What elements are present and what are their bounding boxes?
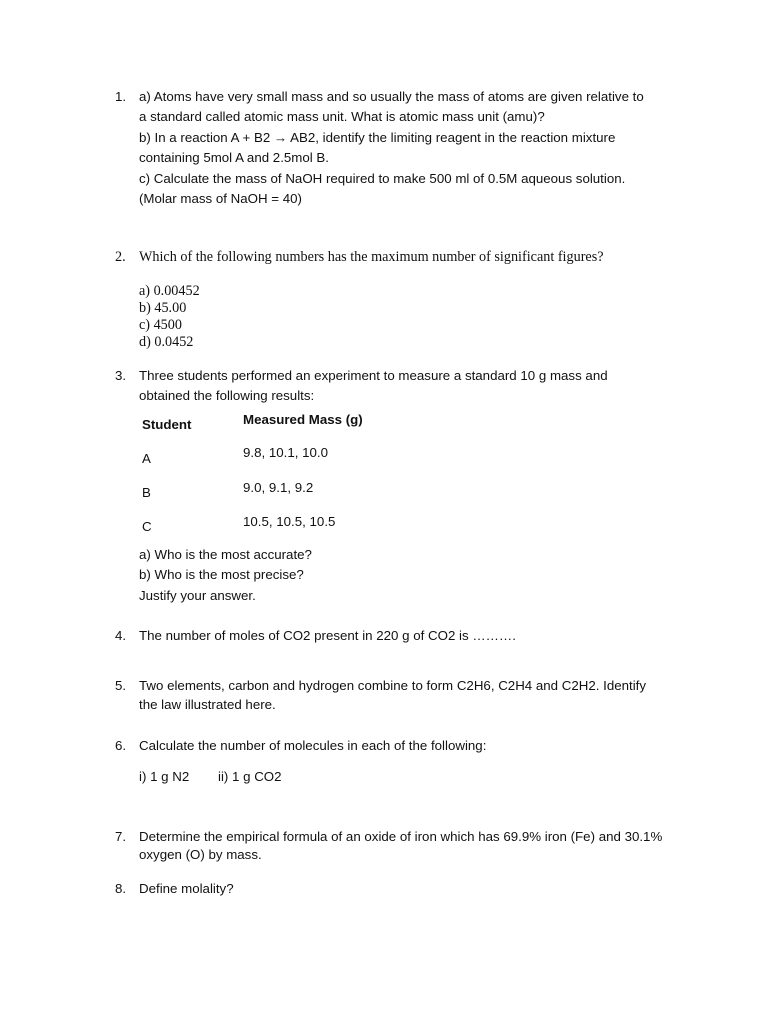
- question-4-text: The number of moles of CO2 present in 220 g of CO2 is ……….: [139, 628, 516, 643]
- question-number: 4.: [115, 628, 127, 643]
- question-number: 1.: [115, 89, 127, 104]
- table-cell-mass: 9.8, 10.1, 10.0: [243, 445, 329, 460]
- question-number: 5.: [115, 678, 127, 693]
- question-5-line: Two elements, carbon and hydrogen combine to form C2H6, C2H4 and C2H2. Identify: [139, 678, 647, 693]
- table-cell-mass: 9.0, 9.1, 9.2: [243, 480, 314, 495]
- question-3-sub: a) Who is the most accurate?: [139, 547, 312, 562]
- question-7-line: oxygen (O) by mass.: [139, 847, 262, 862]
- question-3-line: obtained the following results:: [139, 388, 315, 403]
- question-7-line: Determine the empirical formula of an oxide of iron which has 69.9% iron (Fe) and 30.1%: [139, 829, 663, 844]
- table-cell-student: C: [142, 519, 152, 534]
- question-6-text: Calculate the number of molecules in each of the following:: [139, 738, 487, 753]
- option-a: a) 0.00452: [139, 283, 200, 299]
- table-cell-student: B: [142, 485, 151, 500]
- option-b: b) 45.00: [139, 300, 187, 316]
- question-1-line: c) Calculate the mass of NaOH required to make 500 ml of 0.5M aqueous solution.: [139, 171, 626, 186]
- question-2-text: Which of the following numbers has the maximum number of significant figures?: [139, 249, 604, 265]
- question-6-part: i) 1 g N2: [139, 769, 190, 784]
- question-3-line: Three students performed an experiment to measure a standard 10 g mass and: [139, 368, 608, 383]
- table-header-student: Student: [142, 417, 192, 432]
- question-5-line: the law illustrated here.: [139, 697, 276, 712]
- question-1-line: containing 5mol A and 2.5mol B.: [139, 150, 329, 165]
- question-8-text: Define molality?: [139, 881, 234, 896]
- question-number: 2.: [115, 249, 126, 265]
- question-6-part: ii) 1 g CO2: [218, 769, 282, 784]
- question-1-line: a standard called atomic mass unit. What is atomic mass unit (amu)?: [139, 109, 545, 124]
- question-number: 3.: [115, 368, 127, 383]
- question-number: 8.: [115, 881, 127, 896]
- table-cell-student: A: [142, 451, 151, 466]
- question-1-line: b) In a reaction A + B2 → AB2, identify the limiting reagent in the reaction mixture: [139, 130, 616, 145]
- question-number: 7.: [115, 829, 127, 844]
- option-c: c) 4500: [139, 317, 182, 333]
- question-1-line: (Molar mass of NaOH = 40): [139, 191, 302, 206]
- table-header-mass: Measured Mass (g): [243, 412, 363, 427]
- question-3-sub: Justify your answer.: [139, 588, 256, 603]
- question-3-sub: b) Who is the most precise?: [139, 567, 304, 582]
- question-number: 6.: [115, 738, 127, 753]
- table-cell-mass: 10.5, 10.5, 10.5: [243, 514, 336, 529]
- option-d: d) 0.0452: [139, 334, 194, 350]
- question-1-line: a) Atoms have very small mass and so usually the mass of atoms are given relative to: [139, 89, 644, 104]
